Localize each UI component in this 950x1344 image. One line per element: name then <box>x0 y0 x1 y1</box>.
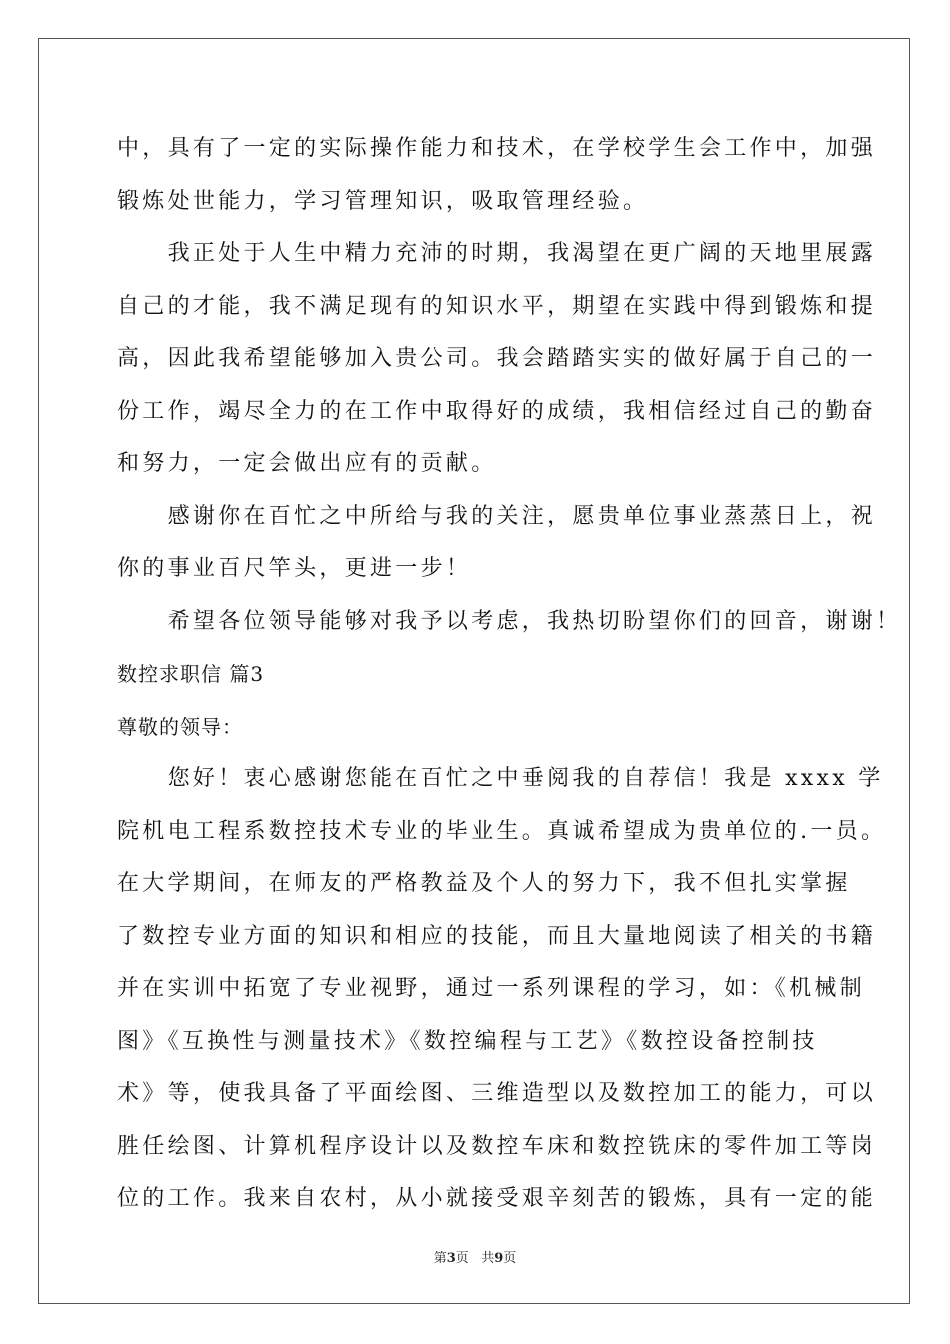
text-line: 院机电工程系数控技术专业的毕业生。真诚希望成为贵单位的.一员。 <box>117 818 887 844</box>
text-line: 你的事业百尺竿头，更进一步！ <box>117 556 472 581</box>
page-number: 3 <box>446 1251 456 1266</box>
section-heading: 数控求职信 篇3 <box>117 662 265 686</box>
text-line: 份工作，竭尽全力的在工作中取得好的成绩，我相信经过自己的勤奋 <box>117 398 877 424</box>
text-line: 了数控专业方面的知识和相应的技能，而且大量地阅读了相关的书籍 <box>117 923 877 949</box>
text-line: 位的工作。我来自农村，从小就接受艰辛刻苦的锻炼，具有一定的能 <box>117 1186 877 1211</box>
text-line: 图》《互换性与测量技术》《数控编程与工艺》《数控设备控制技 <box>117 1028 818 1054</box>
text-line: 感谢你在百忙之中所给与我的关注，愿贵单位事业蒸蒸日上，祝 <box>117 503 877 529</box>
page-footer <box>0 1247 950 1266</box>
total-prefix: 共 <box>481 1251 495 1266</box>
document-body <box>117 123 902 1226</box>
text-line: 和努力，一定会做出应有的贡献。 <box>117 451 497 476</box>
text-line: 自己的才能，我不满足现有的知识水平，期望在实践中得到锻炼和提 <box>117 293 877 319</box>
total-pages: 9 <box>494 1251 504 1266</box>
page-suffix: 页 <box>455 1251 469 1266</box>
text-line: 高，因此我希望能够加入贵公司。我会踏踏实实的做好属于自己的一 <box>117 346 877 371</box>
text-line: 希望各位领导能够对我予以考虑，我热切盼望你们的回音，谢谢！ <box>117 608 902 634</box>
text-line: 并在实训中拓宽了专业视野，通过一系列课程的学习，如：《机械制 <box>117 976 866 1001</box>
text-line: 中，具有了一定的实际操作能力和技术，在学校学生会工作中，加强 <box>117 136 877 161</box>
total-suffix: 页 <box>503 1251 517 1266</box>
page-prefix: 第 <box>433 1251 447 1266</box>
text-line: 锻炼处世能力，学习管理知识，吸取管理经验。 <box>117 188 649 214</box>
text-line: 我正处于人生中精力充沛的时期，我渴望在更广阔的天地里展露 <box>117 241 877 266</box>
salutation: 尊敬的领导： <box>117 714 243 739</box>
text-line: 您好！衷心感谢您能在百忙之中垂阅我的自荐信！我是 xxxx 学 <box>117 766 884 791</box>
text-line: 术》等，使我具备了平面绘图、三维造型以及数控加工的能力，可以 <box>117 1081 877 1106</box>
text-line: 在大学期间，在师友的严格教益及个人的努力下，我不但扎实掌握 <box>117 871 851 896</box>
text-line: 胜任绘图、计算机程序设计以及数控车床和数控铣床的零件加工等岗 <box>117 1133 877 1159</box>
